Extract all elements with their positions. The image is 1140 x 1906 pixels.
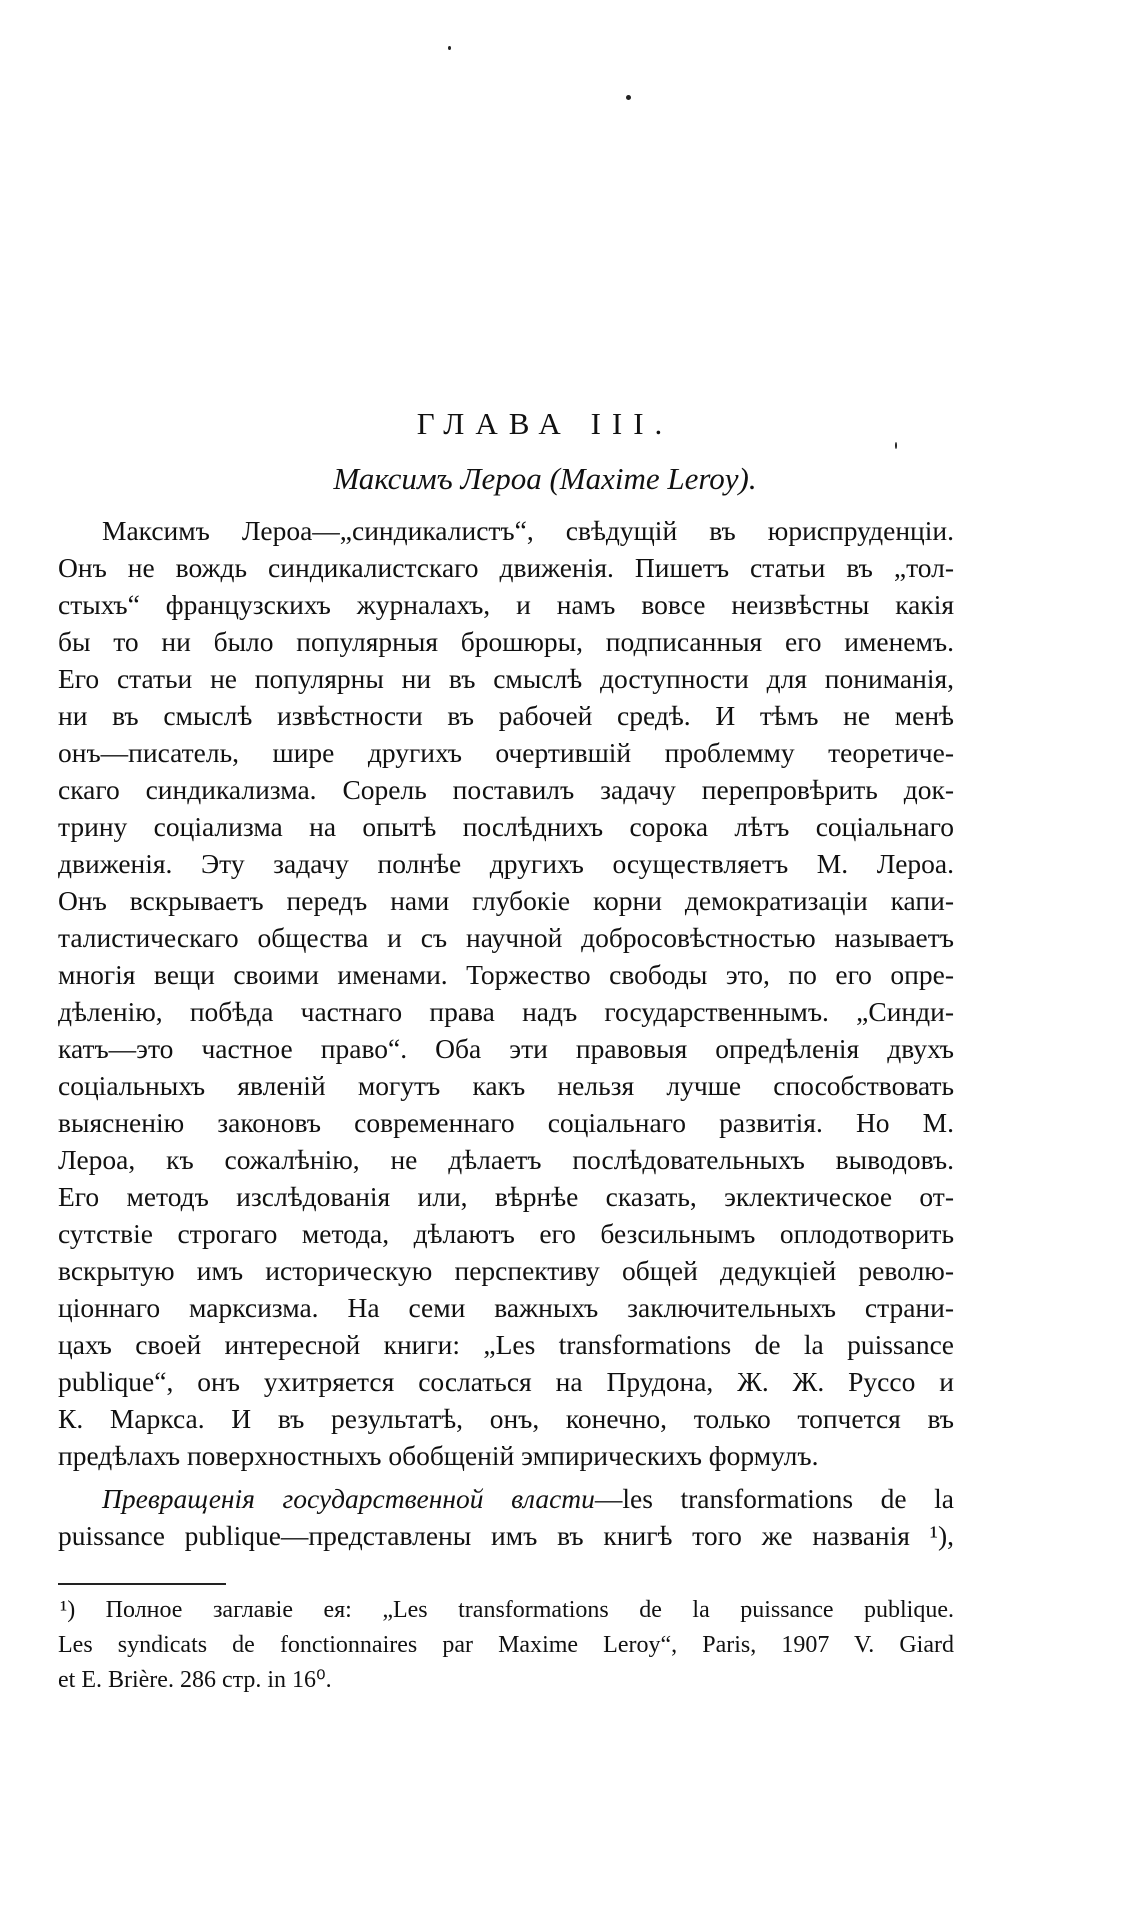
text-line: сутствіе строгаго метода, дѣлаютъ его безсильнымъ оплодотворить [58, 1218, 954, 1249]
text-line: дѣленію, побѣда частнаго права надъ государственнымъ. „Синди- [58, 996, 954, 1027]
text-line: движенія. Эту задачу полнѣе другихъ осуществляетъ М. Лероа. [58, 848, 954, 879]
italic-phrase: Превращенія государственной власти [102, 1483, 595, 1514]
footnote-line: ¹) Полное заглавіе ея: „Les transformations de la puissance publique. [60, 1597, 954, 1623]
text-line: бы то ни было популярныя брошюры, подписанныя его именемъ. [58, 626, 954, 657]
text-line [58, 1480, 954, 1517]
text-line: предѣлахъ поверхностныхъ обобщеній эмпирическихъ формулъ. [58, 1440, 819, 1471]
page-speck [448, 46, 451, 50]
text-line: трину соціализма на опытѣ послѣднихъ сорока лѣтъ соціальнаго [58, 811, 954, 842]
text-line: Максимъ Лероа—„синдикалистъ“, свѣдущій въ юриспруденціи. [102, 515, 954, 546]
text-line: выясненію законовъ современнаго соціальнаго развитія. Но М. [58, 1107, 954, 1138]
text-line: puissance publique—представлены имъ въ книгѣ того же названія ¹), [58, 1520, 954, 1551]
footnote-line: et E. Brière. 286 стр. in 16⁰. [58, 1667, 332, 1693]
text-line: Его статьи не популярны ни въ смыслѣ доступности для пониманія, [58, 663, 954, 694]
body-text [58, 512, 954, 1554]
text-line: вскрытую имъ историческую перспективу общей дедукціей револю- [58, 1255, 954, 1286]
chapter-subtitle: Максимъ Лероа (Maxime Leroy). [333, 461, 757, 496]
footnote-rule [58, 1583, 226, 1585]
page-speck [626, 95, 631, 100]
text-line: многія вещи своими именами. Торжество свободы это, по его опре- [58, 959, 954, 990]
text-line: онъ—писатель, шире другихъ очертившій проблемму теоретиче- [58, 737, 954, 768]
text-line: соціальныхъ явленій могутъ какъ нельзя лучше способствовать [58, 1070, 954, 1101]
text-line: стыхъ“ французскихъ журналахъ, и намъ вовсе неизвѣстны какія [58, 589, 954, 620]
text-line: цахъ своей интересной книги: „Les transformations de la puissance [58, 1329, 954, 1360]
text-line: Его методъ изслѣдованія или, вѣрнѣе сказать, эклектическое от- [58, 1181, 954, 1212]
text-line: publique“, онъ ухитряется сослаться на Прудона, Ж. Ж. Руссо и [58, 1366, 954, 1397]
text-line: К. Маркса. И въ результатѣ, онъ, конечно, только топчется въ [58, 1403, 954, 1434]
text-line: скаго синдикализма. Сорель поставилъ задачу перепровѣрить док- [58, 774, 954, 805]
text-line: талистическаго общества и съ научной добросовѣстностью называетъ [58, 922, 954, 953]
text-line: Лероа, къ сожалѣнію, не дѣлаетъ послѣдовательныхъ выводовъ. [58, 1144, 954, 1175]
text-line: ціоннаго марксизма. На семи важныхъ заключительныхъ страни- [58, 1292, 954, 1323]
chapter-heading: ГЛАВА III. [416, 406, 674, 441]
footnote-line: Les syndicats de fonctionnaires par Maxime Leroy“, Paris, 1907 V. Giard [58, 1632, 954, 1658]
text-line: катъ—это частное право“. Оба эти правовыя опредѣленія двухъ [58, 1033, 954, 1064]
page-speck [895, 442, 897, 449]
footnote [58, 1593, 954, 1698]
text-line: Онъ не вождь синдикалистскаго движенія. Пишетъ статьи въ „тол- [58, 552, 954, 583]
text-fragment: —les transformations de la [594, 1483, 955, 1514]
text-line: ни въ смыслѣ извѣстности въ рабочей средѣ. И тѣмъ не менѣ [58, 700, 954, 731]
text-line: Онъ вскрываетъ передъ нами глубокіе корни демократизаціи капи- [58, 885, 954, 916]
